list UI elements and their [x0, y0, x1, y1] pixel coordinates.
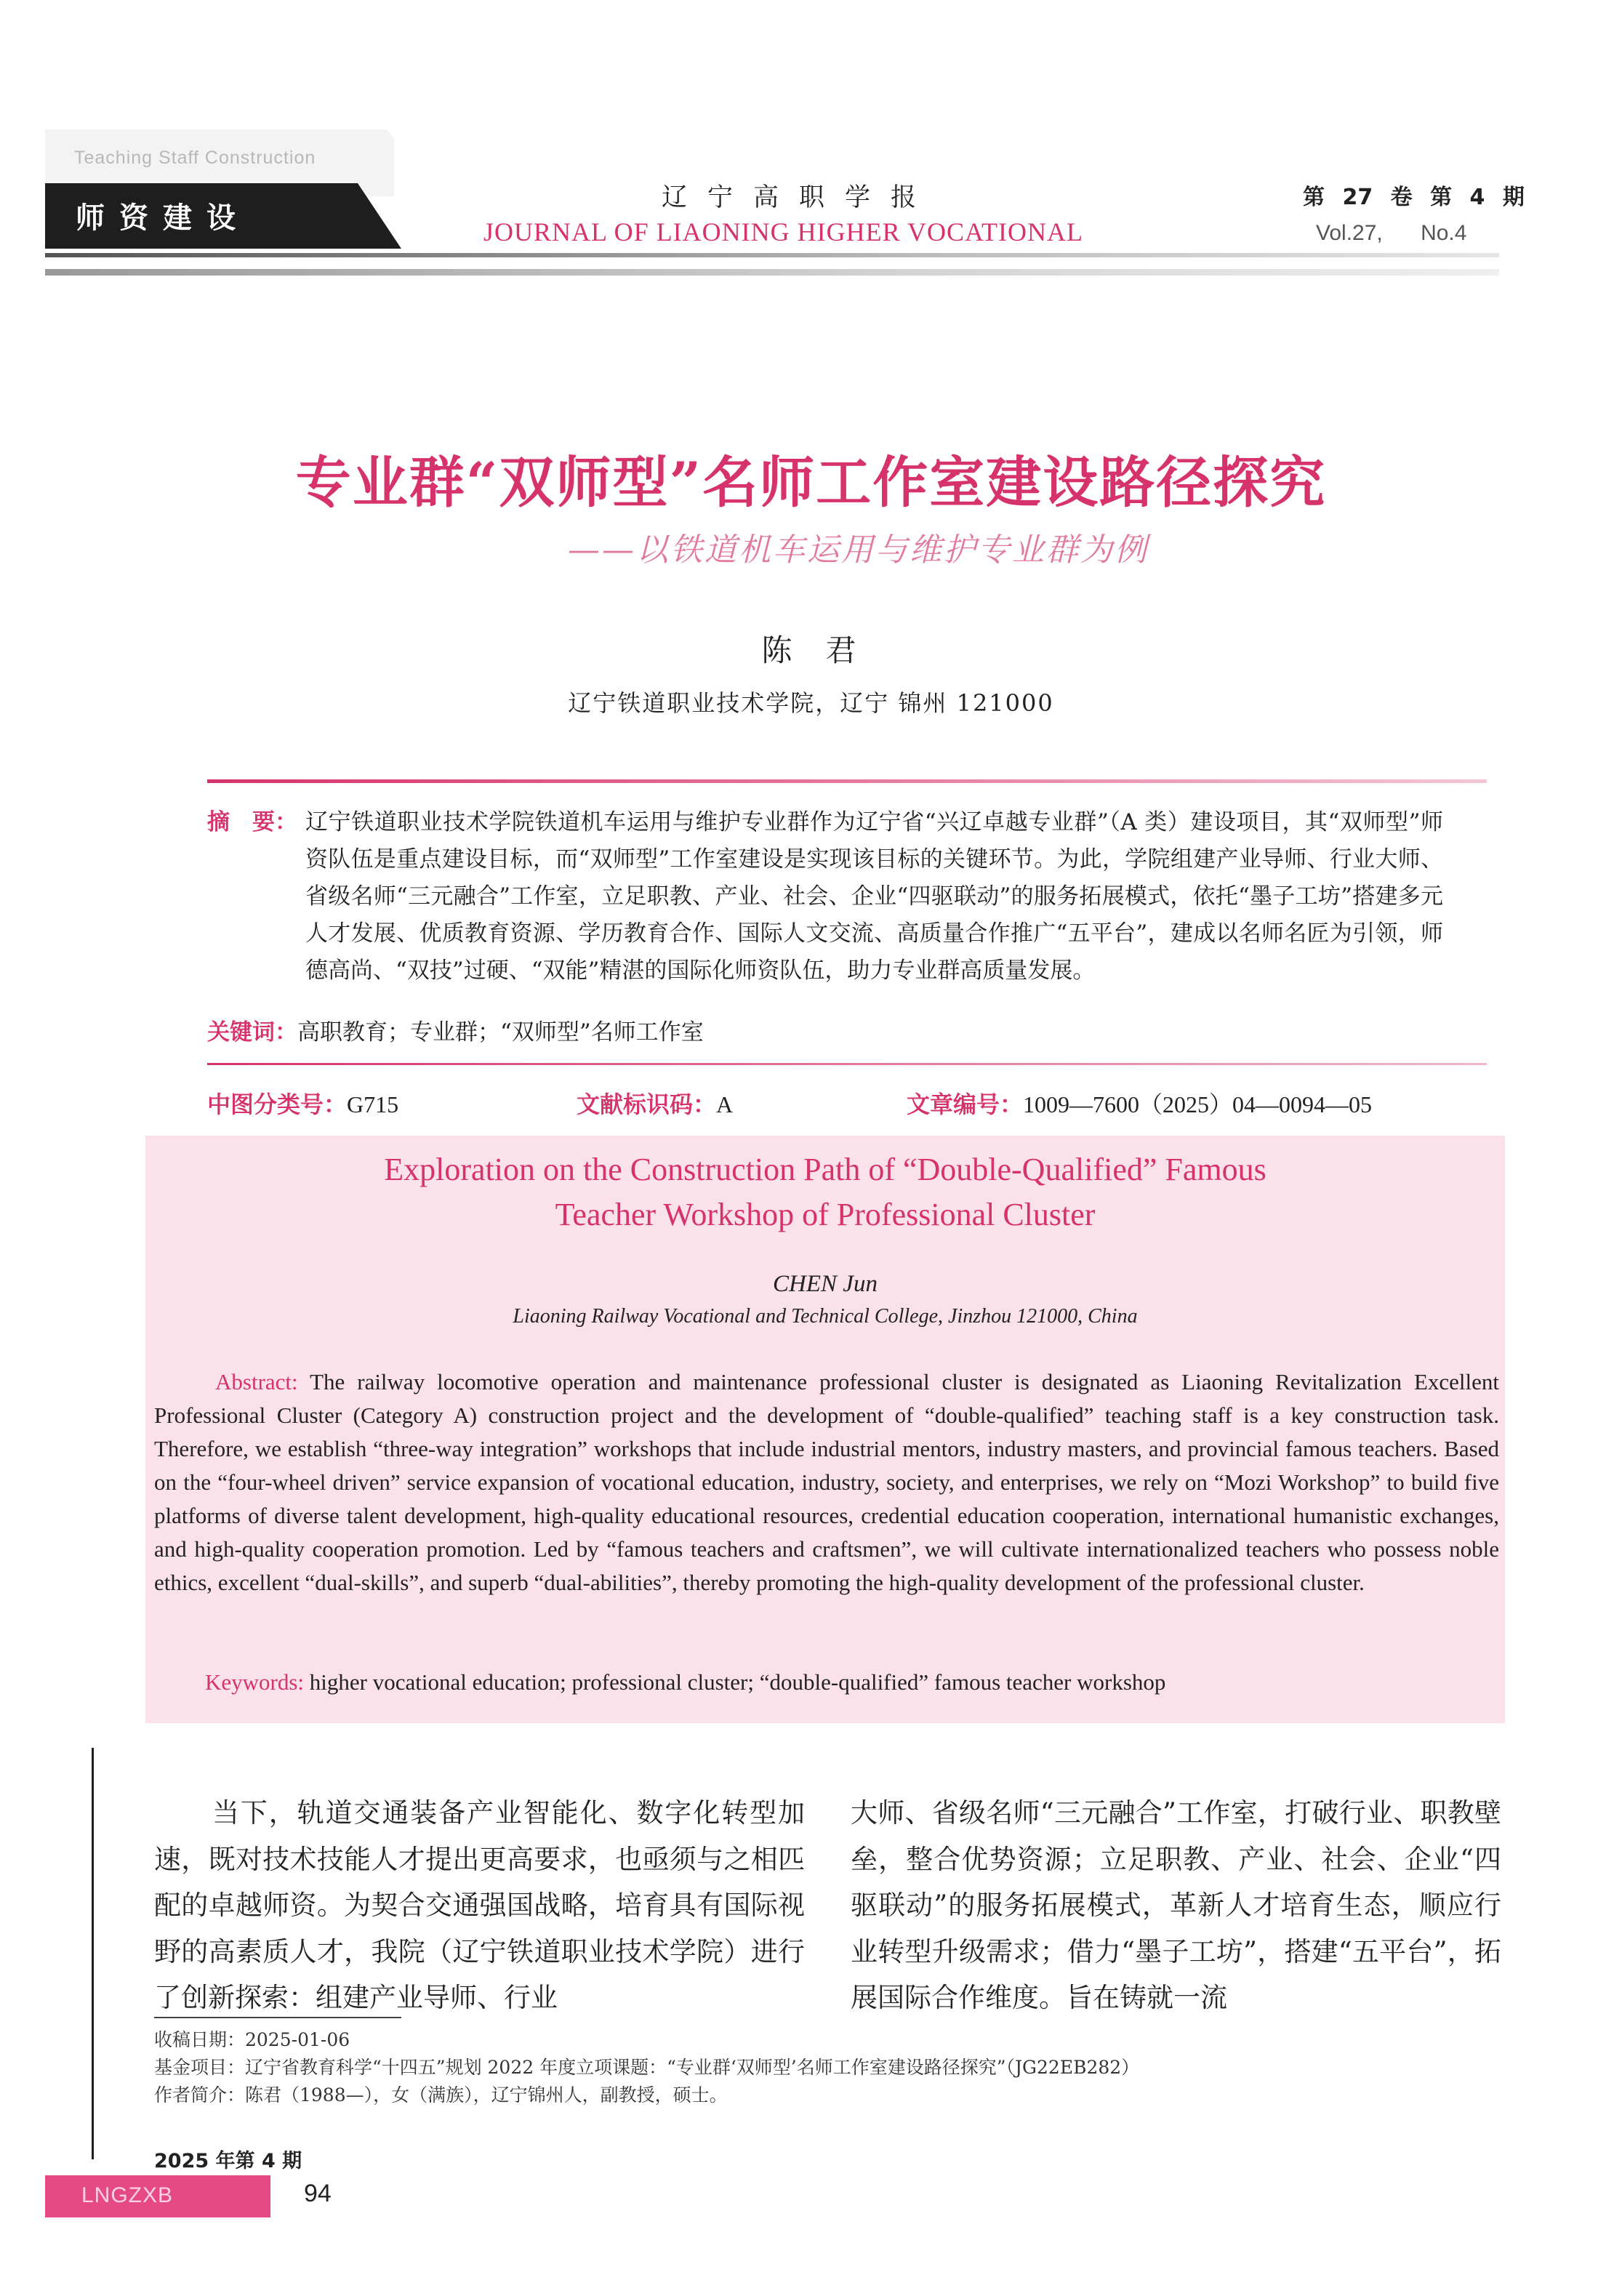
english-author: CHEN Jun	[773, 1271, 878, 1297]
abstract-cn	[207, 804, 1443, 990]
english-affiliation: Liaoning Railway Vocational and Technical College, Jinzhou 121000, China	[513, 1305, 1138, 1328]
article-id-label: 文章编号：	[907, 1091, 1024, 1118]
english-abstract-label: Abstract:	[215, 1369, 298, 1394]
doc-code-label: 文献标识码：	[577, 1091, 717, 1118]
header-rule-bottom	[45, 269, 1499, 276]
page-number: 94	[304, 2180, 332, 2207]
english-abstract-text: The railway locomotive operation and maintenance professional cluster is designated as Liaoning Revitalization Excellent Professional Cluster (Category A) construction project and the development of “double-qualified” teaching staff is a key construction task. Therefore, we establish “three-way integration” workshops that include industrial mentors, industry masters, and provincial famous teachers. Based on the “four-wheel driven” service expansion of vocational education, industry, society, and enterprises, we rely on “Mozi Workshop” to build five platforms of diverse talent development, high-quality educational resources, credential education cooperation, international humanistic exchanges, and high-quality cooperation promotion. Led by “famous teachers and craftsmen”, we will cultivate internationalized teachers who possess noble ethics, excellent “dual-skills”, and superb “dual-abilities”, thereby promoting the high-quality development of the professional cluster.	[154, 1369, 1499, 1595]
keywords-cn-text: 高职教育；专业群；“双师型”名师工作室	[297, 1019, 704, 1045]
english-title: Exploration on the Construction Path of “Double-Qualified” Famous Teacher Workshop of Professional Cluster	[384, 1152, 1266, 1232]
footer-journal-code: LNGZXB	[81, 2183, 174, 2207]
document-code	[577, 1086, 733, 1120]
header-rule-top	[45, 253, 1499, 257]
keywords-cn-label: 关键词：	[207, 1019, 297, 1045]
footnote-received: 收稿日期：2025-01-06	[154, 2029, 350, 2050]
section-label-cn: 师资建设	[76, 201, 250, 235]
clc-value: G715	[347, 1091, 399, 1117]
article-subtitle: ——以铁道机车运用与维护专业群为例	[568, 531, 1149, 569]
margin-rule	[92, 1748, 94, 2159]
volume-issue-cn: 第 27 卷 第 4 期	[1303, 185, 1525, 210]
author-name: 陈君	[761, 633, 890, 668]
footnote-bio: 作者简介：陈君（1988—），女（满族），辽宁锦州人，副教授，硕士。	[154, 2084, 728, 2106]
keywords-cn	[207, 1013, 704, 1046]
footer-issue: 2025 年第 4 期	[154, 2150, 302, 2172]
english-keywords-text: higher vocational education; professional cluster; “double-qualified” famous teacher workshop	[304, 1669, 1166, 1695]
journal-name-en: JOURNAL OF LIAONING HIGHER VOCATIONAL	[483, 217, 1083, 246]
abstract-bottom-rule	[207, 1063, 1487, 1065]
english-abstract	[154, 1365, 1499, 1599]
clc-label: 中图分类号：	[207, 1091, 348, 1118]
footnote-fund: 基金项目：辽宁省教育科学“十四五”规划 2022 年度立项课题：“专业群‘双师型’名师工作室建设路径探究”（JG22EB282）	[154, 2057, 1140, 2078]
english-keywords-label: Keywords:	[205, 1669, 305, 1695]
article-id	[907, 1086, 1372, 1120]
journal-name-cn: 辽宁高职学报	[662, 183, 937, 212]
abstract-cn-label: 摘 要：	[207, 809, 297, 835]
clc-number	[207, 1086, 398, 1120]
doc-code-value: A	[716, 1091, 734, 1117]
body-column-left: 当下，轨道交通装备产业智能化、数字化转型加速，既对技术技能人才提出更高要求，也亟须与之相匹配的卓越师资。为契合交通强国战略，培育具有国际视野的高素质人才，我院（辽宁铁道职业技术学院）进行了创新探索：组建产业导师、行业	[154, 1797, 805, 2013]
volume-issue-en: Vol.27, No.4	[1316, 221, 1467, 245]
author-affiliation: 辽宁铁道职业技术学院，辽宁 锦州 121000	[568, 689, 1054, 717]
abstract-cn-text: 辽宁铁道职业技术学院铁道机车运用与维护专业群作为辽宁省“兴辽卓越专业群”（A 类）建设项目，其“双师型”师资队伍是重点建设目标，而“双师型”工作室建设是实现该目标的关键环节。为此，学院组建产业导师、行业大师、省级名师“三元融合”工作室，立足职教、产业、社会、企业“四驱联动”的服务拓展模式，依托“墨子工坊”搭建多元人才发展、优质教育资源、学历教育合作、国际人文交流、高质量合作推广“五平台”，建成以名师名匠为引领，师德高尚、“双技”过硬、“双能”精湛的国际化师资队伍，助力专业群高质量发展。	[305, 809, 1443, 984]
article-title: 专业群“双师型”名师工作室建设路径探究	[295, 450, 1327, 515]
section-label-en: Teaching Staff Construction	[74, 148, 316, 168]
body-column-right: 大师、省级名师“三元融合”工作室，打破行业、职教壁垒，整合优势资源；立足职教、产业、社会、企业“四驱联动”的服务拓展模式，革新人才培育生态，顺应行业转型升级需求；借力“墨子工坊”，搭建“五平台”，拓展国际合作维度。旨在铸就一流	[851, 1797, 1501, 2013]
footnote-rule	[154, 2017, 401, 2018]
english-keywords	[205, 1669, 1165, 1695]
abstract-top-rule	[207, 779, 1487, 783]
article-id-value: 1009—7600（2025）04—0094—05	[1023, 1091, 1373, 1117]
